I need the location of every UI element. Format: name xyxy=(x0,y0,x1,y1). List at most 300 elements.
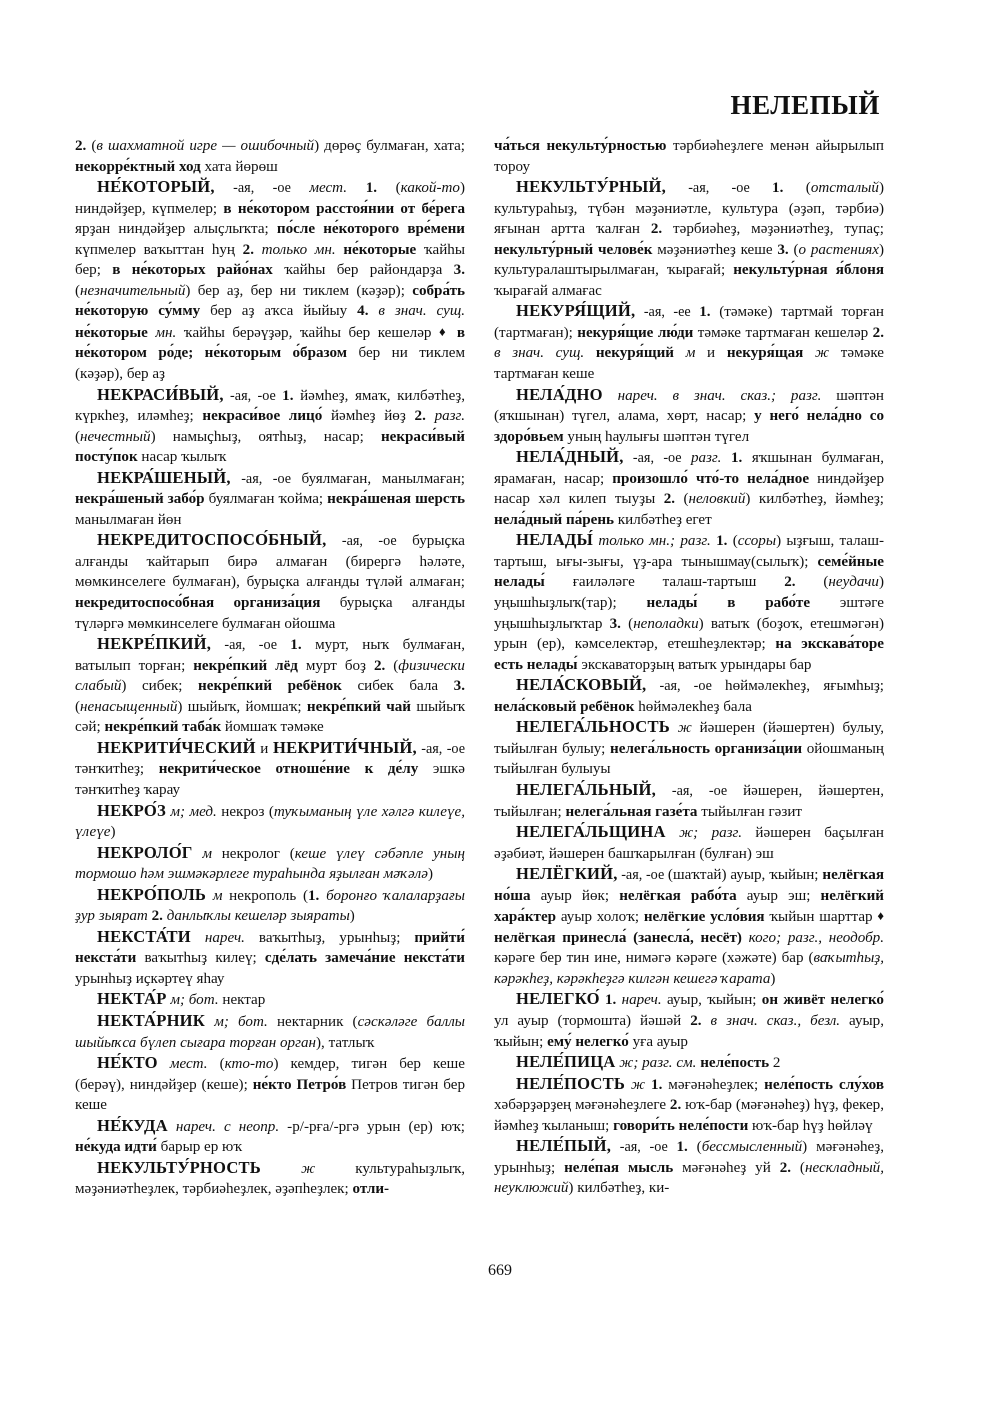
grammar-label: какой-то xyxy=(400,180,460,197)
grammar-label: нескладный, неуклюжий xyxy=(494,1159,884,1197)
column-left xyxy=(75,136,465,1241)
translation-text xyxy=(426,408,435,424)
grammar-label: нареч. xyxy=(621,992,662,1009)
grammar-label: м; мед. xyxy=(170,803,217,820)
dictionary-entry xyxy=(75,843,465,885)
translation-text xyxy=(742,930,749,946)
grammar-label: только мн. xyxy=(261,241,336,258)
sense-number: 2. xyxy=(151,908,163,925)
grammar-label: неудачи xyxy=(828,574,879,591)
translation-text xyxy=(168,1119,176,1135)
translation-text: ( xyxy=(783,180,811,197)
grammar-label: физически слабый xyxy=(75,657,465,695)
entry-continuation xyxy=(75,136,465,177)
sense-number: 2. xyxy=(779,1159,792,1176)
example-phrase: не́куда идти́ xyxy=(75,1139,157,1156)
dictionary-entry xyxy=(75,1011,465,1053)
translation-text: ҡырағай алмағас xyxy=(494,282,602,299)
translation-text: ) килбәтһеҙ, йәмһеҙ; xyxy=(745,491,884,508)
example-phrase: собра́ть не́которую су́мму xyxy=(75,282,465,320)
translation-text: ауыр йөк; xyxy=(530,887,620,904)
inflection-endings: -ая, -ое xyxy=(666,180,773,197)
grammar-label: мн. xyxy=(155,324,177,341)
column-right xyxy=(494,136,884,1241)
translation-text: 2 xyxy=(769,1055,781,1072)
inflection-endings: -ая, -ое xyxy=(611,1139,677,1156)
grammar-label: м xyxy=(202,845,212,862)
translation-text: яҡшынан булмаған, ярамаған, насар; xyxy=(494,450,885,487)
example-phrase: некуря́щий xyxy=(595,345,674,362)
headword: НЕЛЕ́ПОСТЬ xyxy=(516,1073,626,1093)
grammar-label: ненасыщенный xyxy=(80,698,178,715)
dictionary-entry xyxy=(494,385,884,448)
inflection-endings: -ая, -ое xyxy=(617,867,668,884)
headword: НЕЛА́СКОВЫЙ, xyxy=(516,675,647,695)
headword: НЕКРО́ПОЛЬ xyxy=(97,884,207,904)
grammar-label: отсталый xyxy=(810,180,879,197)
translation-text: ) ниндәйҙер, күпмелер; xyxy=(75,180,465,217)
translation-text: (тәмәке) тартмай торған (тартмаған); xyxy=(494,304,884,341)
translation-text: -р/-рға/-ргә урын (ер) юҡ; xyxy=(279,1118,465,1135)
example-phrase: нелады́ в рабо́те xyxy=(646,595,811,612)
translation-text: буялмаған, манылмаған; xyxy=(301,470,465,487)
dictionary-entry xyxy=(75,1116,465,1158)
translation-text: ) уңышһыҙлыҡ(тар); xyxy=(494,574,884,612)
headword: НЕКРАСИ́ВЫЙ, xyxy=(97,384,224,404)
dictionary-entry xyxy=(75,468,465,531)
translation-text: бер аҙ аҡса йыйыу xyxy=(200,303,358,320)
dictionary-entry xyxy=(494,989,884,1052)
translation-text: ( xyxy=(385,657,399,674)
example-phrase: некрити́ческое отноше́ние к де́лу xyxy=(158,761,419,778)
headword: НЕКРО́З xyxy=(97,800,166,820)
translation-text: күпмелер ваҡыттан һуң xyxy=(75,241,243,258)
inflection-endings: -ая, -ое xyxy=(623,450,691,467)
translation-text: ул ауыр (тормошта) йәшәй xyxy=(494,1012,691,1029)
translation-text: ) xyxy=(349,908,355,925)
sense-number: 2. xyxy=(872,324,884,341)
translation-text: ҡайһы берәүҙәр, ҡайһы бер кешеләр xyxy=(176,324,439,341)
translation-text: экскаваторҙың ватыҡ урындары бар xyxy=(577,656,812,673)
translation-text: ) культураһыҙ, түбән мәҙәниәтле, культура (әҙәп, тәрбиә) яғынан артта ҡалған xyxy=(494,180,884,238)
headword: НЕЛЕГА́ЛЬЩИНА xyxy=(516,822,666,842)
translation-text: ) xyxy=(770,970,776,987)
translation-text xyxy=(206,888,213,904)
translation-text: ярҙан ниндәйҙер алыҫлыҡта; xyxy=(75,221,277,238)
headword: НЕКТА́РНИК xyxy=(97,1010,206,1030)
grammar-label: в знач. сказ., безл. xyxy=(710,1012,841,1029)
grammar-label: в шахматной игре — ошибочный xyxy=(96,138,315,154)
translation-text: мәғәнәһеҙ уй xyxy=(673,1159,780,1176)
dictionary-entry xyxy=(494,675,884,717)
translation-text: һөймәлекһеҙ, яғымһыҙ; xyxy=(725,678,884,695)
sense-number: 1. xyxy=(716,533,728,550)
dictionary-entry xyxy=(494,822,884,864)
grammar-label: разг. xyxy=(690,450,722,467)
headword: НЕКУЛЬТУ́РНОСТЬ xyxy=(97,1157,261,1177)
translation-text: ниндәйҙер насар хәл килеп тыуҙы xyxy=(494,470,884,508)
translation-text: ауыр холоҡ; xyxy=(556,909,644,926)
translation-text: тәмәке тартмаған кеше xyxy=(494,345,884,383)
translation-text: хата йөрөш xyxy=(200,158,278,175)
translation-text: некроз ( xyxy=(216,803,274,820)
translation-text: манылмаған йөн xyxy=(75,511,182,528)
inflection-endings: -ая, -ое xyxy=(214,180,310,197)
example-phrase: некуря́щие лю́ди xyxy=(577,324,694,341)
translation-text: ) шыйыҡ, йомшаҡ; xyxy=(177,698,307,715)
grammar-label: ж xyxy=(677,720,692,737)
headword: НЕЛЕГА́ЛЬНЫЙ, xyxy=(516,779,656,799)
grammar-label: ваҡытһыҙ, кәрәкһеҙ, кәрәкһеҙгә килгән кешегә ҡарата xyxy=(494,950,884,987)
example-phrase: некре́пкий таба́к xyxy=(104,719,222,736)
translation-text xyxy=(254,242,262,258)
sense-number: 3. xyxy=(453,262,465,279)
dictionary-entry xyxy=(75,801,465,843)
translation-text: тәнҡитһеҙ; xyxy=(75,761,159,778)
translation-text: һөймәлекһеҙ бала xyxy=(634,698,752,715)
dictionary-entry xyxy=(494,780,884,822)
dictionary-entry xyxy=(75,177,465,384)
translation-text: йәмһеҙ йөҙ xyxy=(322,408,415,425)
translation-text: ) кемдер, тигән бер кеше (берәү), ниндәйҙер (кеше); xyxy=(75,1056,466,1093)
grammar-label: м xyxy=(685,345,696,362)
translation-text xyxy=(261,1161,301,1177)
dictionary-entry xyxy=(494,717,884,780)
translation-text: йомшаҡ тәмәке xyxy=(221,719,324,736)
translation-text xyxy=(449,325,457,341)
inflection-endings: -ая, -ое xyxy=(416,740,465,757)
sense-number: 1. xyxy=(604,992,617,1009)
dictionary-entry xyxy=(494,1074,884,1137)
translation-text: некрополь ( xyxy=(222,887,308,904)
translation-text: и xyxy=(255,740,273,757)
grammar-label: мест. xyxy=(309,180,348,197)
translation-text: нектарник ( xyxy=(267,1013,358,1030)
example-phrase: некре́пкий лёд xyxy=(193,657,298,674)
example-phrase: говори́ть неле́пости xyxy=(613,1117,749,1134)
headword: НЕ́КУДА xyxy=(97,1115,168,1135)
grammar-label: ж xyxy=(815,345,830,362)
example-phrase: сде́лать замеча́ние некста́ти xyxy=(264,950,465,967)
grammar-label: в знач. сущ. xyxy=(378,303,465,320)
translation-text: буялмаған ҡойма; xyxy=(204,491,328,508)
inflection-endings: -ая, -ое xyxy=(326,533,413,550)
translation-text: мурт боҙ xyxy=(297,657,374,674)
grammar-label: данлыҡлы кешеләр зыяраты xyxy=(166,908,350,925)
translation-text: ( xyxy=(727,533,738,550)
sense-number: 1. xyxy=(699,304,711,321)
example-phrase: в не́которых райо́нах xyxy=(112,262,273,279)
translation-text: хәбәрҙәрҙең мәғәнәһеҙлеге xyxy=(494,1097,670,1114)
translation-text: мәҙәниәтһеҙ кеше xyxy=(652,241,778,258)
example-phrase: на экскава́торе есть нелады́ xyxy=(494,636,884,673)
dictionary-entry xyxy=(75,1158,465,1200)
sense-number: 1. xyxy=(730,450,743,467)
translation-text: эшкә тәнҡитһеҙ ҡарау xyxy=(75,761,466,798)
translation-text: бурыҫка алғанды ҡайтарып бирә алмаған (бирергә һәләте, мөмкинселеге булмаған), бурыҫка алғанды түләй алмаған; xyxy=(75,533,465,591)
translation-text: ( xyxy=(687,1139,702,1156)
example-phrase: некраси́вый посту́пок xyxy=(75,428,465,466)
dictionary-entry xyxy=(75,885,465,927)
translation-text: йәшерен, йәшертен, тыйылған; xyxy=(494,782,884,820)
example-phrase: некуря́щая xyxy=(726,345,804,362)
example-phrase: некра́шеная шерсть xyxy=(327,491,465,508)
grammar-label: кеше үлеү сәбәпле уның тормошо һәм эшмәкәрлеге тураһында яҙылған мәҡәлә xyxy=(75,845,465,883)
example-phrase: ему́ нелегко́ xyxy=(547,1033,629,1050)
grammar-label: сәскәләге баллы шыйыҡса бүлеп сығара торған орган xyxy=(75,1013,466,1051)
example-phrase: некредитоспосо́бная организа́ция xyxy=(75,595,321,612)
dictionary-entry xyxy=(494,447,884,530)
translation-text: шәптән (яҡшынан) түгел, алама, хөрт, насар; xyxy=(494,387,885,425)
translation-text: уға ауыр xyxy=(628,1033,688,1050)
translation-text xyxy=(674,345,686,361)
example-phrase: не́которые xyxy=(75,324,148,341)
example-phrase: некре́пкий чай xyxy=(306,698,411,715)
translation-text: бурыҫка алғанды түләргә мөмкинселеге булмаған ойошма xyxy=(75,595,465,632)
sense-number: 1. xyxy=(676,1139,688,1156)
inflection-endings: -ая, -ое xyxy=(230,470,302,487)
dictionary-entry xyxy=(75,530,465,634)
translation-text: ) намыҫһыҙ, оятһыҙ, насар; xyxy=(150,428,381,445)
example-phrase: неле́пость слу́хов xyxy=(764,1076,885,1093)
translation-text xyxy=(584,345,596,361)
inflection-endings: -ая, -ое xyxy=(646,678,726,695)
translation-text: йәшерен (йәшертен) булыу, тыйылған булыу; xyxy=(494,720,884,757)
dictionary-entry xyxy=(494,301,884,384)
translation-text: тыйылған гәзит xyxy=(697,803,803,820)
translation-text xyxy=(191,930,205,946)
example-phrase: некре́пкий ребёнок xyxy=(198,678,342,695)
headword: НЕЛЁГКИЙ, xyxy=(516,864,618,884)
translation-text: ) ыҙғыш, талаш-тартыш, ығы-зығы, үҙ-ара тынышмау(сылыҡ); xyxy=(494,533,884,570)
translation-text: ) дөрөҫ булмаған, хата; xyxy=(314,138,465,154)
diamond-icon: ♦ xyxy=(438,323,450,339)
entry-continuation xyxy=(494,136,884,177)
translation-text: ) ватыҡ (боҙоҡ, етешмәгән) урын (ер), кәмселектәр, етешһеҙлектәр; xyxy=(494,615,884,653)
translation-text: ( xyxy=(86,138,97,154)
grammar-label: разг. xyxy=(434,408,466,425)
sense-number: 2. xyxy=(784,574,796,591)
grammar-label: ссоры xyxy=(737,533,777,550)
grammar-label: ж xyxy=(301,1160,316,1177)
grammar-label: неполадки xyxy=(633,615,699,632)
example-phrase: нелёгкий хара́ктер xyxy=(494,887,885,926)
grammar-label: в знач. сущ. xyxy=(494,345,585,362)
dictionary-entry xyxy=(494,1052,884,1074)
translation-text: тәрбиәһеҙ, мәҙәниәтһеҙ, тупаҫ; xyxy=(662,221,885,238)
example-phrase: некорре́ктный ход xyxy=(75,158,201,175)
example-phrase: по́сле не́которого вре́мени xyxy=(276,221,465,238)
grammar-label: о растениях xyxy=(798,241,879,258)
translation-text: килбәтһеҙ егет xyxy=(614,511,712,528)
translation-text: ҡайһы бер райондарҙа xyxy=(272,262,454,279)
translation-text: ), татлыҡ xyxy=(316,1034,375,1051)
example-phrase: произошло́ что́-то нела́дное xyxy=(612,470,810,487)
dictionary-entry xyxy=(75,989,465,1011)
sense-number: 2. xyxy=(663,491,676,508)
example-phrase: нела́дный па́рень xyxy=(494,511,615,528)
translation-text: ( xyxy=(75,698,81,715)
translation-text: юҡ-бар (мәғәнәһеҙ) һүҙ, фекер, йәмһеҙ ҡыланыш; xyxy=(494,1097,884,1134)
inflection-endings: -ая, -ое xyxy=(211,637,291,654)
example-phrase: ча́ться некульту́рностью xyxy=(494,138,667,154)
translation-text: ҡыйын шарттар xyxy=(764,909,878,926)
example-phrase: некульту́рный челове́к xyxy=(494,241,653,258)
headword: НЕЛЕГА́ЛЬНОСТЬ xyxy=(516,717,670,737)
headword: НЕКСТА́ТИ xyxy=(97,926,191,946)
example-phrase: у него́ нела́дно со здоро́вьем xyxy=(494,408,884,445)
translation-text: мәғәнәһеҙлек; xyxy=(662,1076,765,1093)
translation-text xyxy=(670,720,678,736)
translation-text: юҡ-бар һүҙ һөйләү xyxy=(748,1117,873,1134)
translation-text: йәмһеҙ, ямаҡ, килбәтһеҙ, күркһеҙ, иләмһеҙ; xyxy=(75,387,465,425)
translation-text: ( xyxy=(788,241,799,258)
grammar-label: боронғо ҡалаларҙағы ҙур зыярат xyxy=(75,887,465,925)
translation-text: йәшерен баҫылған әҙәбиәт, йәшерен башҡарылған (булған) эш xyxy=(494,825,884,862)
grammar-label: м; бот. xyxy=(170,992,219,1009)
grammar-label: нареч. в знач. сказ.; разг. xyxy=(617,387,822,404)
dictionary-entry xyxy=(494,1136,884,1199)
example-phrase: семе́йные нелады́ xyxy=(494,553,884,591)
example-phrase: в не́котором ро́де; не́которым о́бразом xyxy=(75,324,465,362)
example-phrase: нелёгкая но́ша xyxy=(494,867,884,904)
translation-text xyxy=(702,1013,711,1029)
translation-text xyxy=(347,180,366,196)
translation-text: ) xyxy=(110,824,116,841)
sense-number: 2. xyxy=(373,657,386,674)
translation-text: ) культуралаштырылмаған, ҡырағай; xyxy=(494,241,885,279)
dictionary-entry xyxy=(75,927,465,990)
headword: НЕЛА́ДНЫЙ, xyxy=(516,447,624,467)
translation-text: ауыр, ҡыйын; xyxy=(661,992,762,1009)
sense-number: 1. xyxy=(365,180,378,197)
translation-text: бер ни тиклем (кәҙәр), бер аҙ xyxy=(75,345,465,383)
example-phrase: неле́пая мысль xyxy=(564,1159,674,1176)
translation-text: ҡайһы бер; xyxy=(75,241,465,279)
headword: НЕ́КОТОРЫЙ, xyxy=(97,177,215,197)
translation-text: ( xyxy=(75,282,81,299)
example-phrase: не́кто Петро́в xyxy=(252,1076,347,1093)
translation-text xyxy=(193,846,203,862)
translation-text: ауыр, ҡыйын; xyxy=(494,1012,884,1050)
example-phrase: нелёгкие усло́вия xyxy=(643,909,765,926)
headword: НЕКУРЯ́ЩИЙ, xyxy=(516,301,636,321)
translation-text: ( xyxy=(795,574,829,591)
headword: НЕКРОЛО́Г xyxy=(97,842,193,862)
headword: НЕЛА́ДНО xyxy=(516,384,603,404)
grammar-label: ж; разг. см. xyxy=(619,1055,697,1072)
sense-number: 1. xyxy=(308,887,320,904)
example-phrase: неле́пость xyxy=(700,1055,770,1072)
translation-text: мурт, ныҡ булмаған, ватылып торған; xyxy=(75,637,466,674)
translation-text xyxy=(205,1014,214,1030)
translation-text: ( xyxy=(377,180,401,197)
grammar-label: нареч. с неопр. xyxy=(175,1118,280,1135)
example-phrase: отли- xyxy=(352,1181,390,1198)
headword: НЕКРЕДИТОСПОСО́БНЫЙ, xyxy=(97,530,327,550)
dictionary-entry xyxy=(75,738,465,801)
translation-text: ( xyxy=(675,491,689,508)
grammar-label: неловкий xyxy=(688,491,746,508)
sense-number: 1. xyxy=(282,387,294,404)
translation-text xyxy=(603,388,618,404)
dictionary-entry xyxy=(75,1053,465,1116)
example-phrase: в не́котором расстоя́нии от бе́рега xyxy=(223,200,465,217)
dictionary-entry xyxy=(494,177,884,301)
headword: НЕЛАДЫ́ xyxy=(516,530,594,550)
headword: НЕКРА́ШЕНЫЙ, xyxy=(97,467,231,487)
translation-text: ваҡытһыҙ килеү; xyxy=(136,950,265,967)
translation-text xyxy=(803,345,815,361)
translation-text: барыр ер юҡ xyxy=(156,1139,242,1156)
translation-text: культураһыҙлыҡ, мәҙәниәтһеҙлек, тәрбиәһеҙлек, әҙәпһеҙлек; xyxy=(75,1160,465,1198)
example-phrase: нелёгкая принесла́ (занесла́, несёт) xyxy=(494,929,742,946)
grammar-label: кто-то xyxy=(224,1056,274,1073)
example-phrase: прийти́ некста́ти xyxy=(75,929,465,967)
translation-text: и xyxy=(695,345,727,362)
dictionary-entry xyxy=(494,864,884,989)
headword: НЕЛЕ́ПИЦА xyxy=(516,1052,616,1072)
headword: НЕКРИТИ́ЧЕСКИЙ xyxy=(97,737,256,757)
headword: НЕКРЕ́ПКИЙ, xyxy=(97,634,212,654)
translation-text: нектар xyxy=(218,992,266,1009)
sense-number: 2. xyxy=(650,221,663,238)
example-phrase: нела́сковый ребёнок xyxy=(494,698,635,715)
grammar-label: незначительный xyxy=(80,282,186,299)
example-phrase: некульту́рная я́блоня xyxy=(733,262,884,279)
example-phrase: нелега́льная газе́та xyxy=(565,803,698,820)
sense-number: 2. xyxy=(242,241,254,258)
headword: НЕЛЕГКО́ xyxy=(516,989,600,1009)
translation-text: ( xyxy=(620,615,634,632)
grammar-label: кого; разг., неодобр. xyxy=(748,929,884,946)
translation-text: ) xyxy=(427,866,433,883)
grammar-label: м xyxy=(212,887,223,904)
sense-number: 4. xyxy=(357,303,369,320)
text-body xyxy=(75,136,885,1241)
translation-text: Петров тигән бер кеше xyxy=(75,1076,465,1114)
translation-text: тәрбиәһеҙлеге менән айырылып тороу xyxy=(494,138,884,175)
translation-text: ойошманың тыйылған булыуы xyxy=(494,740,884,778)
sense-number: 2. xyxy=(75,138,87,154)
translation-text: насар ҡылыҡ xyxy=(137,449,227,466)
translation-text: кәрәге бер тин ине, нимәгә кәрәге (хәжәте) бар ( xyxy=(494,950,814,967)
grammar-label: только мн.; разг. xyxy=(598,533,711,550)
translation-text: ( xyxy=(75,428,81,445)
grammar-label: бессмысленный xyxy=(701,1139,803,1156)
translation-text: ( xyxy=(791,1159,805,1176)
translation-text: (шаҡтай) ауыр, ҡыйын; xyxy=(667,867,823,884)
sense-number: 3. xyxy=(609,615,621,632)
sense-number: 2. xyxy=(414,408,426,425)
translation-text: урынһыҙ иҫкәртеү яһау xyxy=(75,970,225,987)
translation-text: ) бер аҙ, бер ни тиклем (кәҙәр); xyxy=(185,282,413,299)
translation-text xyxy=(666,825,679,841)
translation-text: ваҡытһыҙ, урынһыҙ; xyxy=(244,929,415,946)
sense-number: 1. xyxy=(290,637,302,654)
grammar-label: нечестный xyxy=(80,428,151,445)
translation-text: ауыр эш; xyxy=(736,887,821,904)
translation-text xyxy=(368,303,378,319)
inflection-endings: -ая, -ое xyxy=(223,387,283,404)
translation-text: ) килбәтһеҙ, ки- xyxy=(568,1180,670,1197)
dictionary-entry xyxy=(494,530,884,675)
sense-number: 1. xyxy=(651,1076,663,1093)
translation-text: ( xyxy=(207,1056,225,1073)
grammar-label: ж xyxy=(631,1076,646,1093)
translation-text: шыйыҡ сәй; xyxy=(75,698,465,736)
inflection-endings: -ая, -ое xyxy=(655,782,744,799)
